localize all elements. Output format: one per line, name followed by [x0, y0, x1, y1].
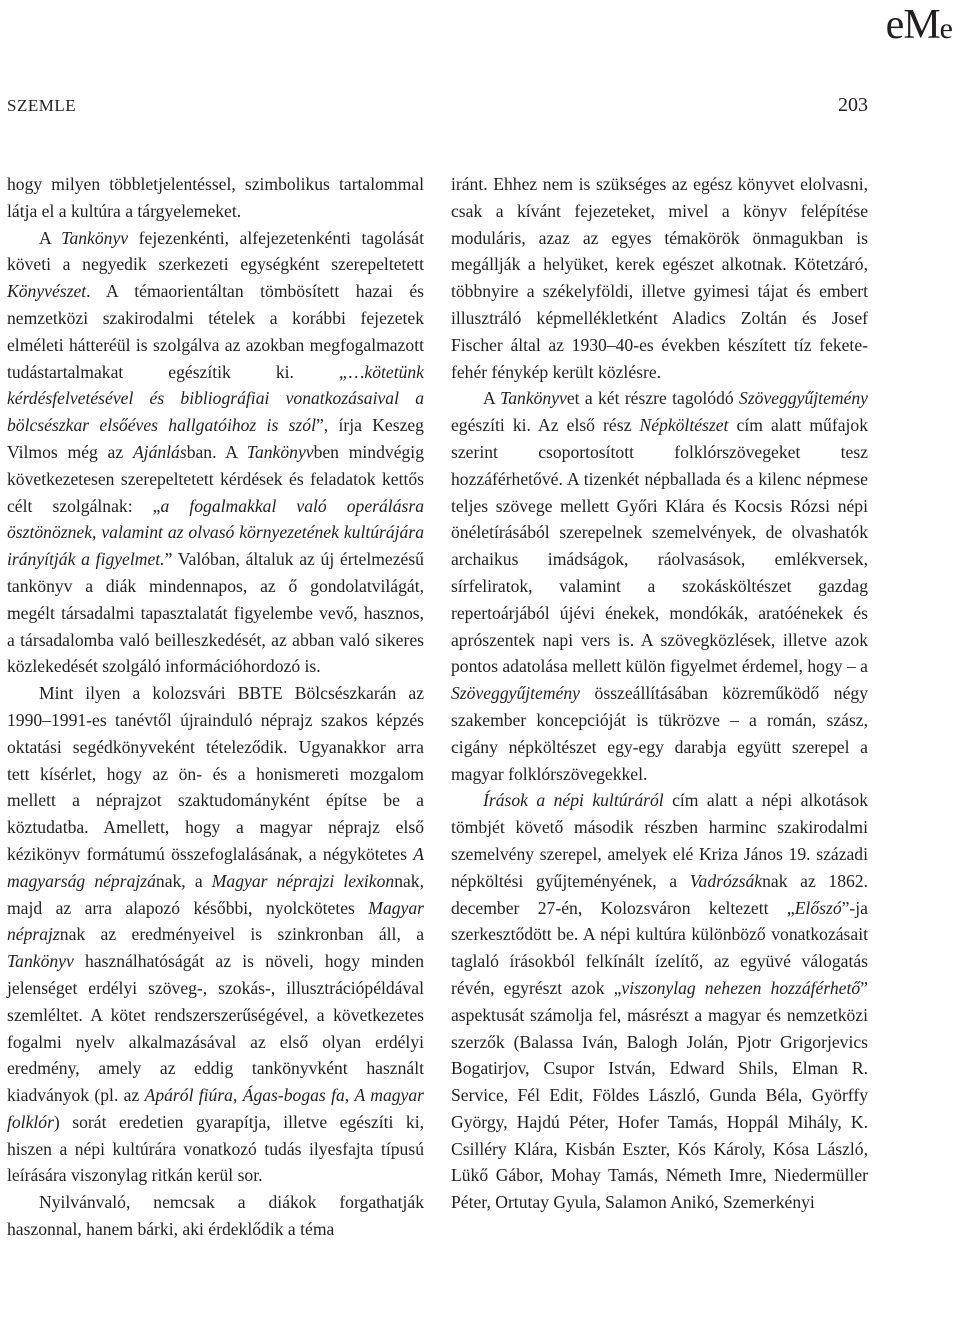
italic-text: A magyarság néprajzá [7, 843, 424, 891]
text-run: ben mindvégig következetesen szerepeltetett kérdések és feladatok kettős célt szolgálnak: „ [7, 441, 424, 516]
italic-text: Szöveggyűjtemény [451, 683, 580, 704]
text-run: Mint ilyen a kolozsvári BBTE Bölcsészkarán az 1990–1991-es tanévtől újrainduló néprajz szakos képzés oktatási segédkönyveként tételeződik. Ugyanakkor arra tett kísérlet, hogy az ön- és a honismereti mozgalom mellett a néprajzot szaktudományként építse be a köztudatba. Amellett, hogy a magyar néprajz első kézikönyv formátumú összefoglalásának, a négykötetes [7, 683, 424, 864]
italic-text: „…kötetünk kérdésfelvetésével és bibliográfiai vonatkozásaival a bölcsészkar elsőéves hallgatóihoz is szól [7, 361, 424, 436]
text-run: cím alatt műfajok szerint csoportosított folklórszövegeket tesz hozzáférhetővé. A tizenkét népballada és a kilenc népmese teljes szövege mellett Győri Klára és Kocsis Rózsi népi önéletírásából szerepelnek szemelvények, de olvashatók archaikus imádságok, ráolvasások, emlékversek, sírfeliratok, valamint a szokásköltészet gazdag repertoárjából újévi énekek, mondókák, aratóénekek és aprószentek napi vers is. A szövegközlések, illetve azok pontos adatolása mellett külön figyelmet érdemel, hogy – a [451, 415, 868, 677]
italic-text: Tankönyv [500, 388, 567, 409]
italic-text: Írások a népi kultúráról [483, 790, 664, 811]
logo-letter-3: e [939, 12, 952, 45]
text-run: fejezenkénti, alfejezetenkénti tagolását követi a negyedik szerkezeti egységként szerepeltetett [7, 227, 424, 275]
logo-letter-2: M [903, 2, 940, 48]
text-run: A [39, 227, 62, 248]
italic-text: Magyar néprajzi lexikon [211, 870, 395, 891]
italic-text: a fogalmakkal való operálásra ösztönöznek, valamint az olvasó környezetének kultúrájára irányítják a figyelmet. [7, 495, 424, 570]
text-run: hogy milyen többletjelentéssel, szimbolikus tartalommal látja el a kultúra a tárgyelemeket. [7, 174, 424, 221]
journal-logo [886, 2, 952, 52]
logo-letter-1: e [885, 2, 904, 48]
italic-text: Népköltészet [639, 415, 729, 436]
italic-text: Ágas-bogas fa [242, 1085, 345, 1106]
paragraph [7, 171, 424, 225]
text-run: , [344, 1085, 355, 1106]
text-run: használhatóságát az is növeli, hogy minden jelenséget erdélyi szöveg-, szokás-, illusztrációpéldával szemléltet. A kötet rendszerszerűségével, a következetes fogalmi nyelv alkalmazásával az első olyan erdélyi eredmény, amely az eddig tankönyvként használt kiadványok (pl. az [7, 951, 424, 1106]
paragraph [7, 225, 424, 681]
italic-text: Ajánlás [132, 441, 187, 462]
italic-text: Tankönyv [7, 951, 74, 972]
italic-text: A magyar folklór [7, 1085, 424, 1132]
left-text-column [7, 171, 424, 1243]
italic-text: Szöveggyűjtemény [739, 388, 868, 409]
running-head-section: SZEMLE [7, 96, 77, 115]
text-run: ” Valóban, általuk az új értelmezésű tankönyv a diák mindennapos, az ő gondolatvilágát, megélt társadalmi tapasztalatát figyelembe vevő, hasznos, a társadalomba való beilleszkedését, az abban való sikeres közlekedését szolgáló információhordozó is. [7, 549, 424, 677]
italic-text: Előszó [794, 897, 842, 918]
text-run: et a két részre tagolódó [566, 388, 740, 409]
text-run: ”, írja Keszeg Vilmos még az [7, 415, 424, 462]
text-run: összeállításában közreműködő négy szakember koncepcióját is tükrözve – a román, szász, cigány népköltészet egy-egy darabja együtt szerepel a magyar folklórszövegekkel. [451, 683, 868, 784]
text-run: ”-ja szerkesztődött be. A népi kultúra különböző vonatkozásait taglaló írásokból felkínált ízelítő, az együvé válogatás révén, egyrészt azok „ [451, 897, 868, 998]
italic-text: Tankönyv [61, 227, 129, 248]
text-run: nak, majd az arra alapozó későbbi, nyolckötetes [7, 870, 424, 918]
text-run: A [483, 388, 501, 409]
text-run: egészíti ki. Az első rész [451, 415, 640, 436]
text-run: ban. A [186, 441, 247, 462]
text-run: ” aspektusát számolja fel, másrészt a magyar és nemzetközi szerzők (Balassa Iván, Balogh Jolán, Pjotr Grigorjevics Bogatirjov, Csupor István, Edward Shils, Elman R. Service, Fél Edit, Földes László, Gunda Béla, Györffy György, Hajdú Péter, Hofer Tamás, Hoppál Mihály, K. Csilléry Klára, Kisbán Eszter, Kós Károly, Kósa László, Lükő Gábor, Mohay Tamás, Németh Imre, Niedermüller Péter, Ortutay Gyula, Salamon Anikó, Szemerkényi [451, 977, 868, 1213]
page-number: 203 [838, 94, 868, 116]
italic-text: Vadrózsák [689, 870, 763, 891]
italic-text: Magyar néprajz [7, 897, 424, 945]
paragraph [7, 1189, 424, 1243]
text-run: iránt. Ehhez nem is szükséges az egész könyvet elolvasni, csak a kívánt fejezeteket, mivel a könyv felépítése moduláris, azaz az egyes témakörök önmagukban is megállják a helyüket, kerek egészet alkotnak. Kötetzáró, többnyire a székelyföldi, illetve gyimesi tájat és embert illusztráló képmellékletként Aladics Zoltán és Josef Fischer által az 1930–40-es években készített tíz fekete-fehér fénykép került közlésre. [451, 174, 868, 382]
text-run: Nyilvánvaló, nemcsak a diákok forgathatják haszonnal, hanem bárki, aki érdeklődik a téma [7, 1192, 424, 1240]
text-run: nak az 1862. december 27-én, Kolozsváron keltezett „ [451, 870, 868, 918]
paragraph [7, 680, 424, 1189]
italic-text: Apáról fiúra [144, 1085, 233, 1106]
text-run: nak, a [155, 870, 212, 891]
paragraph [451, 385, 868, 787]
paragraph [451, 171, 868, 385]
italic-text: Tankönyv [246, 441, 314, 462]
text-run: , [232, 1085, 243, 1106]
text-run: . A témaorientáltan tömbösített hazai és nemzetközi szakirodalmi tételek a korábbi fejezetek elméleti hátteréül is szolgálva az azokban megfogalmazott tudástartalmakat egészítik ki. [7, 281, 424, 382]
text-run: cím alatt a népi alkotások tömbjét követő második részben harminc szakirodalmi szemelvény szerepel, amelyek elé Kriza János 19. századi népköltési gyűjteményének, a [451, 790, 869, 891]
paragraph [451, 787, 868, 1216]
text-run: ) sorát eredetien gyarapítja, illetve egészíti ki, hiszen a népi kultúrára vonatkozó tudás ilyesfajta típusú leírására viszonylag ritkán kerül sor. [7, 1111, 424, 1186]
italic-text: Könyvészet [7, 281, 87, 302]
right-text-column [451, 171, 868, 1216]
italic-text: viszonylag nehezen hozzáférhető [621, 977, 861, 998]
text-run: nak az eredményeivel is szinkronban áll, a [59, 924, 424, 945]
